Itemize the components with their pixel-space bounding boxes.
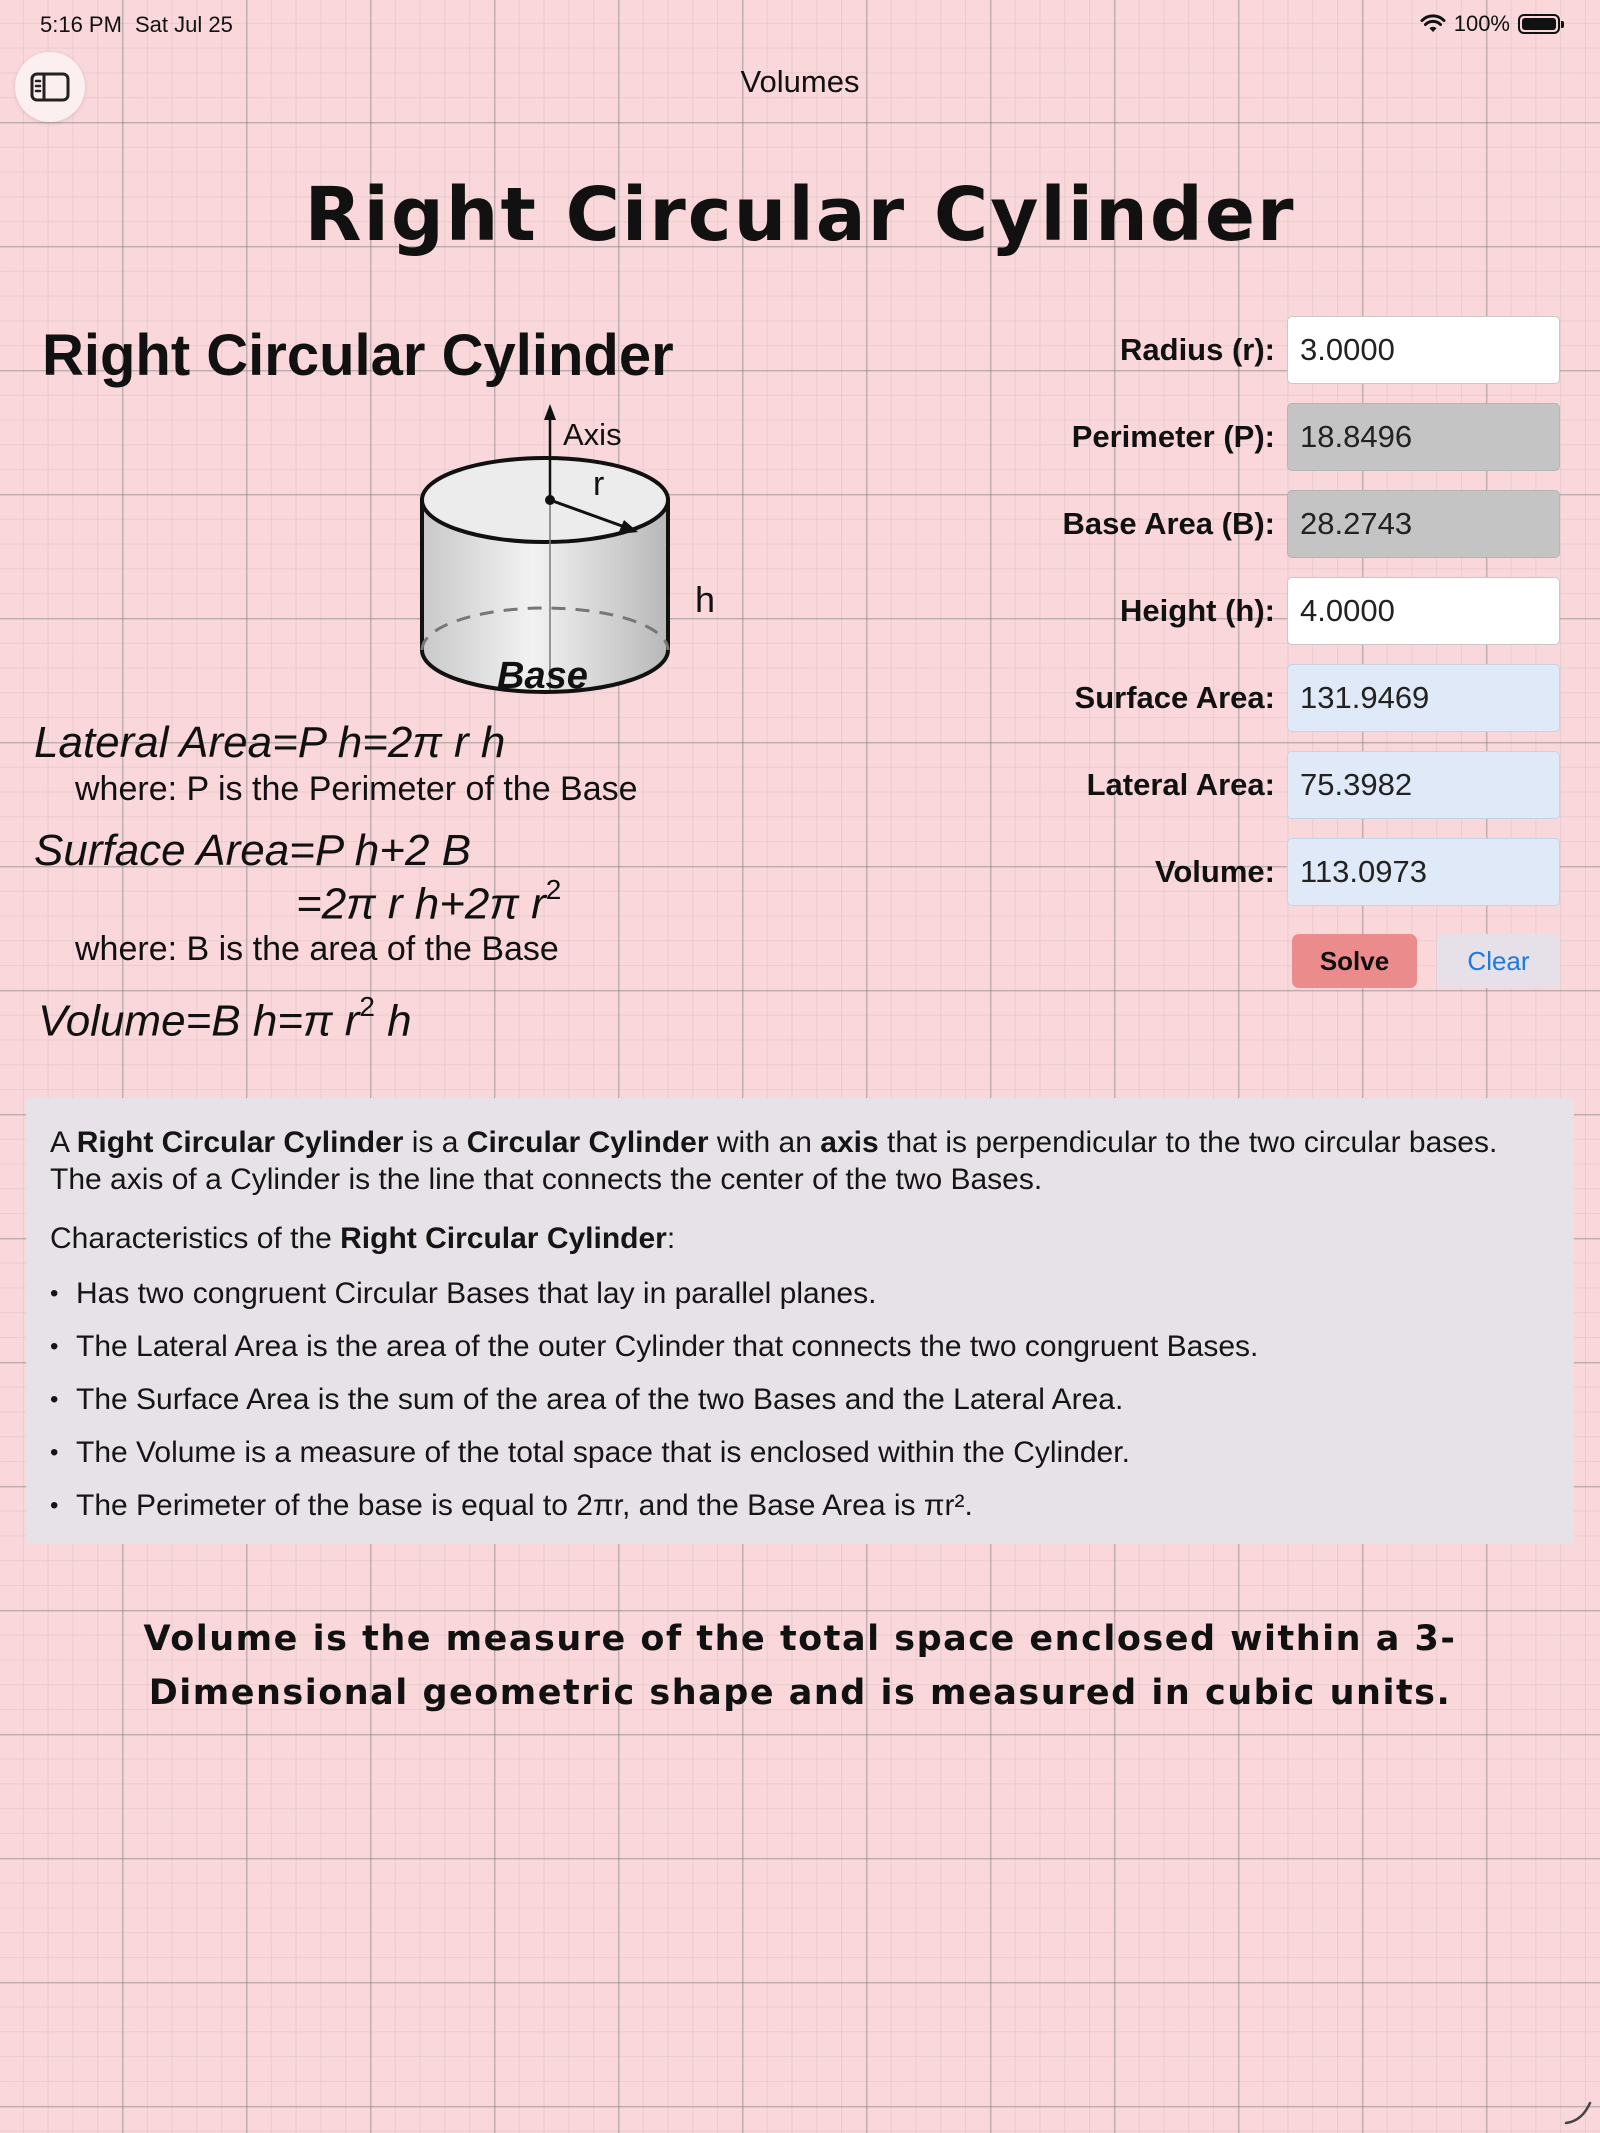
radius-label: r	[593, 465, 605, 503]
volume-formula	[38, 991, 412, 1047]
battery-icon	[1518, 14, 1560, 34]
volume-label-text: Volume:	[1155, 854, 1275, 889]
clear-button[interactable]: Clear	[1437, 934, 1560, 988]
desc-text: is a	[403, 1126, 467, 1159]
list-item: • Has two congruent Circular Bases that lay in parallel planes.	[50, 1275, 1550, 1312]
surface-area-formula-main: =2π r h+2π r	[296, 879, 546, 929]
desc-text: with an	[708, 1126, 821, 1159]
volume-exponent: 2	[359, 991, 375, 1022]
status-date: Sat Jul 25	[135, 12, 233, 37]
desc-bold: Right Circular Cylinder	[340, 1222, 667, 1255]
height-input[interactable]	[1287, 577, 1560, 645]
volume-field	[1287, 838, 1560, 906]
desc-text: that is perpendicular to the two circular bases.	[878, 1126, 1498, 1159]
radius-input[interactable]	[1287, 316, 1560, 384]
lateral-area-field	[1287, 751, 1560, 819]
desc-bold: Right Circular Cylinder	[76, 1126, 404, 1159]
resize-handle-icon[interactable]	[1562, 2095, 1592, 2125]
base-area-label-text: Base Area (B):	[1062, 506, 1275, 541]
surface-area-exponent: 2	[545, 874, 562, 905]
wifi-icon	[1420, 14, 1446, 34]
list-item: • The Lateral Area is the area of the outer Cylinder that connects the two congruent Bases.	[50, 1328, 1550, 1365]
surface-area-note: where: B is the area of the Base	[75, 930, 559, 968]
characteristics-list	[50, 1275, 1550, 1524]
battery-percent: 100%	[1453, 11, 1510, 36]
lateral-area-formula: Lateral Area=P h=2π r h	[34, 718, 506, 767]
base-area-field	[1287, 490, 1560, 558]
height-label-text: Height (h):	[1120, 593, 1275, 628]
lateral-area-label-text: Lateral Area:	[1086, 767, 1275, 802]
axis-label: Axis	[563, 417, 622, 452]
desc-text: A	[50, 1126, 77, 1159]
surface-area-label-text: Surface Area:	[1074, 680, 1275, 715]
nav-title: Volumes	[740, 64, 860, 99]
list-item: • The Surface Area is the sum of the area of the two Bases and the Lateral Area.	[50, 1381, 1550, 1418]
base-label: Base	[497, 655, 588, 697]
surface-area-formula: Surface Area=P h+2 B	[34, 826, 472, 875]
list-item: • The Volume is a measure of the total space that is enclosed within the Cylinder.	[50, 1434, 1550, 1471]
status-indicators	[1420, 11, 1560, 37]
status-time: 5:16 PM	[40, 12, 122, 37]
page-title: Right Circular Cylinder	[304, 172, 1296, 258]
footer-definition: Volume is the measure of the total space enclosed within a 3-Dimensional geometric shape and is measured in cubic units.	[143, 1619, 1457, 1713]
desc-text: :	[666, 1222, 676, 1255]
desc-text: The axis of a Cylinder is the line that connects the center of the two Bases.	[50, 1163, 1043, 1196]
perimeter-label-text: Perimeter (P):	[1071, 419, 1275, 454]
volume-formula-tail: h	[374, 996, 412, 1046]
figure-title: Right Circular Cylinder	[42, 323, 674, 388]
lateral-area-note: where: P is the Perimeter of the Base	[75, 770, 638, 808]
characteristics-heading	[50, 1220, 1550, 1257]
radius-label-text: Radius (r):	[1120, 332, 1275, 367]
solve-button[interactable]: Solve	[1292, 934, 1417, 988]
perimeter-field	[1287, 403, 1560, 471]
surface-area-formula-expanded	[296, 874, 562, 930]
height-label: h	[695, 579, 716, 620]
list-item: • The Perimeter of the base is equal to 2πr, and the Base Area is πr².	[50, 1487, 1550, 1524]
description-intro	[50, 1124, 1550, 1198]
volume-formula-main: Volume=B h=π r	[38, 996, 360, 1046]
cylinder-diagram	[400, 400, 740, 720]
surface-area-field	[1287, 664, 1560, 732]
desc-bold: axis	[820, 1126, 879, 1159]
description-box	[26, 1098, 1574, 1544]
desc-bold: Circular Cylinder	[466, 1126, 709, 1159]
desc-text: Characteristics of the	[50, 1222, 341, 1255]
